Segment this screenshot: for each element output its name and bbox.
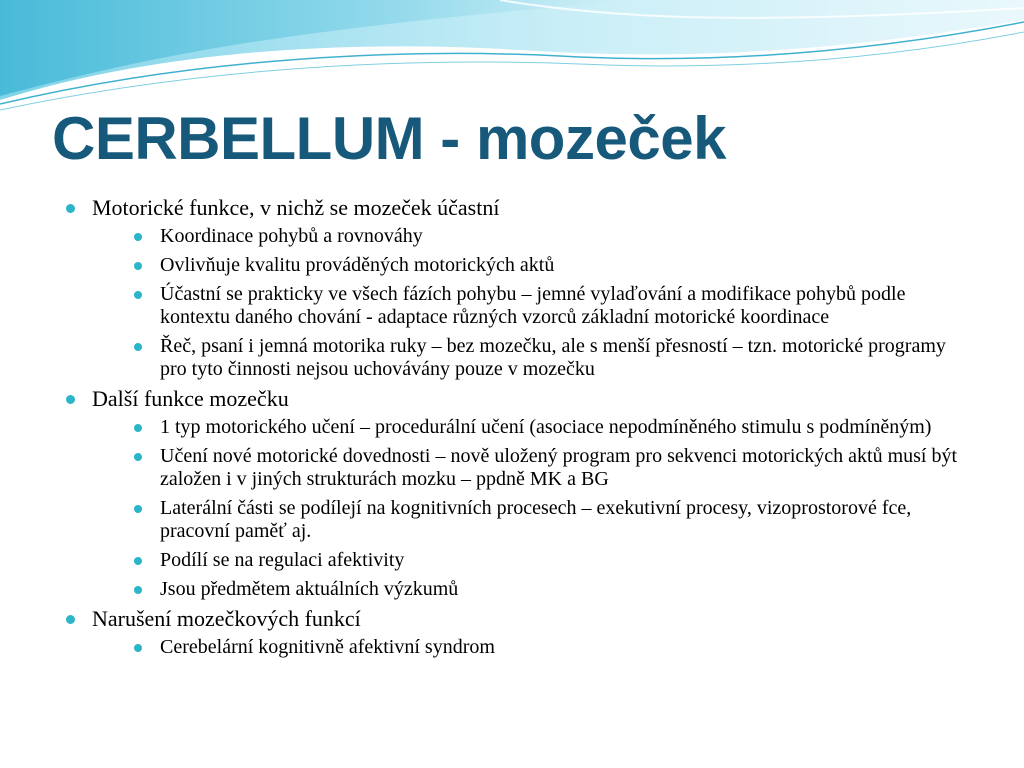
slide-content	[66, 196, 966, 665]
bullet-section-other-functions	[66, 387, 966, 601]
section-text: Další funkce mozečku	[92, 386, 289, 411]
bullet-dot-icon	[66, 395, 75, 404]
bullet-dot-icon	[134, 453, 142, 461]
item-text: Ovlivňuje kvalitu prováděných motorických aktů	[160, 254, 555, 276]
bullet-dot-icon	[134, 586, 142, 594]
bullet-section-disorders	[66, 607, 966, 659]
bullet-dot-icon	[66, 615, 75, 624]
item-text: Řeč, psaní i jemná motorika ruky – bez mozečku, ale s menší přesností – tzn. motorické programy pro tyto činnosti nejsou uchovávány pouze v mozečku	[160, 335, 946, 380]
slide-title: CERBELLUM - mozeček	[52, 105, 726, 172]
sub-bullet-item	[134, 549, 966, 572]
item-text: Účastní se prakticky ve všech fázích pohybu – jemné vylaďování a modifikace pohybů podle kontextu daného chování - adaptace různých vzorců základní motorické koordinace	[160, 283, 906, 328]
bullet-dot-icon	[134, 557, 142, 565]
item-text: Učení nové motorické dovednosti – nově uložený program pro sekvenci motorických aktů musí být založen i v jiných strukturách mozku – ppdně MK a BG	[160, 445, 958, 490]
sub-bullet-item	[134, 497, 966, 543]
sub-bullet-item	[134, 445, 966, 491]
bullet-dot-icon	[134, 233, 142, 241]
sub-bullet-item	[134, 225, 966, 248]
sub-bullet-item	[134, 254, 966, 277]
bullet-dot-icon	[134, 505, 142, 513]
item-text: Cerebelární kognitivně afektivní syndrom	[160, 636, 495, 658]
sub-bullet-item	[134, 283, 966, 329]
sub-bullet-item	[134, 335, 966, 381]
bullet-dot-icon	[134, 262, 142, 270]
item-text: Jsou předmětem aktuálních výzkumů	[160, 578, 459, 600]
item-text: 1 typ motorického učení – procedurální učení (asociace nepodmíněného stimulu s podmíněným)	[160, 416, 932, 438]
bullet-dot-icon	[134, 343, 142, 351]
bullet-dot-icon	[134, 424, 142, 432]
bullet-dot-icon	[134, 644, 142, 652]
bullet-section-motor-functions	[66, 196, 966, 381]
item-text: Podílí se na regulaci afektivity	[160, 549, 405, 571]
section-text: Narušení mozečkových funkcí	[92, 606, 361, 631]
section-text: Motorické funkce, v nichž se mozeček účastní	[92, 195, 500, 220]
sub-bullet-item	[134, 578, 966, 601]
header-wave-decoration	[0, 0, 1024, 120]
bullet-dot-icon	[66, 204, 75, 213]
bullet-dot-icon	[134, 291, 142, 299]
sub-bullet-item	[134, 636, 966, 659]
sub-bullet-item	[134, 416, 966, 439]
item-text: Laterální části se podílejí na kognitivních procesech – exekutivní procesy, vizoprostorové fce, pracovní paměť aj.	[160, 497, 912, 542]
item-text: Koordinace pohybů a rovnováhy	[160, 225, 423, 247]
